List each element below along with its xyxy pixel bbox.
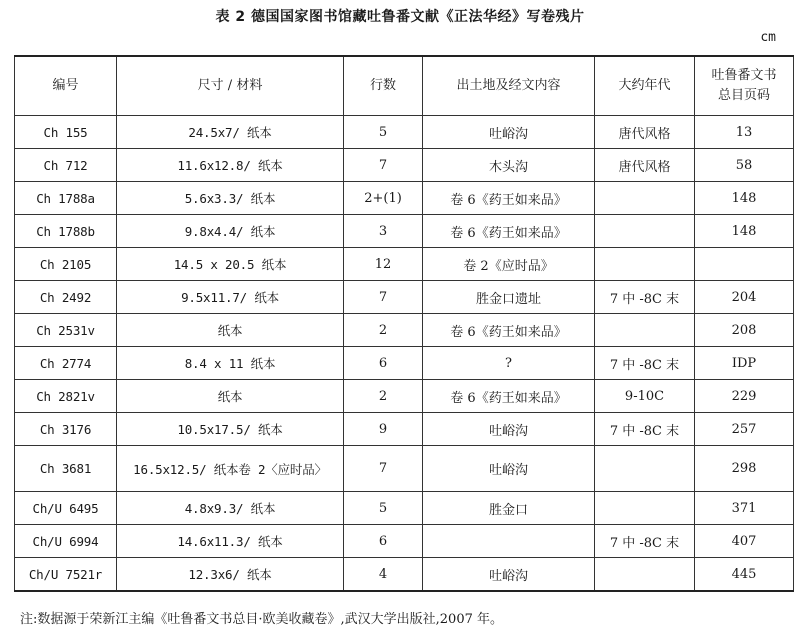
cell-page: IDP xyxy=(695,347,794,380)
cell-content: 胜金口 xyxy=(423,492,595,525)
cell-era: 7 中 -8C 末 xyxy=(595,413,695,446)
header-page-line2: 总目页码 xyxy=(717,88,770,103)
cell-content: ? xyxy=(423,347,595,380)
cell-id: Ch 3681 xyxy=(15,446,117,492)
cell-page: 208 xyxy=(695,314,794,347)
cell-era xyxy=(595,215,695,248)
cell-page: 13 xyxy=(695,116,794,149)
cell-content: 吐峪沟 xyxy=(423,558,595,592)
cell-id: Ch 2774 xyxy=(15,347,117,380)
cell-content: 吐峪沟 xyxy=(423,446,595,492)
cell-id: Ch 2821v xyxy=(15,380,117,413)
cell-size: 16.5x12.5/ 纸本卷 2〈应时品〉 xyxy=(117,446,344,492)
table-row xyxy=(15,380,794,413)
header-id: 编号 xyxy=(15,56,117,116)
table-row xyxy=(15,347,794,380)
unit-label: cm xyxy=(760,30,776,45)
cell-size: 10.5x17.5/ 纸本 xyxy=(117,413,344,446)
table-row xyxy=(15,248,794,281)
cell-id: Ch 3176 xyxy=(15,413,117,446)
cell-era xyxy=(595,492,695,525)
cell-content: 卷 6《药王如来品》 xyxy=(423,182,595,215)
cell-size: 5.6x3.3/ 纸本 xyxy=(117,182,344,215)
header-page-line1: 吐鲁番文书 xyxy=(711,68,777,83)
cell-size: 8.4 x 11 纸本 xyxy=(117,347,344,380)
table-row xyxy=(15,525,794,558)
cell-era: 7 中 -8C 末 xyxy=(595,347,695,380)
cell-content: 卷 2《应时品》 xyxy=(423,248,595,281)
cell-lines: 6 xyxy=(344,347,423,380)
cell-size: 纸本 xyxy=(117,314,344,347)
cell-content: 吐峪沟 xyxy=(423,116,595,149)
cell-id: Ch/U 6994 xyxy=(15,525,117,558)
cell-era xyxy=(595,248,695,281)
cell-size: 24.5x7/ 纸本 xyxy=(117,116,344,149)
cell-size: 9.8x4.4/ 纸本 xyxy=(117,215,344,248)
cell-era xyxy=(595,314,695,347)
cell-page xyxy=(695,248,794,281)
cell-page: 445 xyxy=(695,558,794,592)
table-title: 表 2 德国国家图书馆藏吐鲁番文献《正法华经》写卷残片 xyxy=(215,9,585,25)
cell-page: 148 xyxy=(695,215,794,248)
table-row xyxy=(15,281,794,314)
cell-id: Ch 712 xyxy=(15,149,117,182)
table-row xyxy=(15,314,794,347)
cell-page: 257 xyxy=(695,413,794,446)
table-row xyxy=(15,446,794,492)
fragments-table xyxy=(14,55,794,592)
cell-era: 7 中 -8C 末 xyxy=(595,525,695,558)
cell-lines: 7 xyxy=(344,149,423,182)
header-lines: 行数 xyxy=(344,56,423,116)
header-size: 尺寸 / 材料 xyxy=(117,56,344,116)
cell-content: 吐峪沟 xyxy=(423,413,595,446)
cell-content: 木头沟 xyxy=(423,149,595,182)
cell-era: 9-10C xyxy=(595,380,695,413)
cell-size: 11.6x12.8/ 纸本 xyxy=(117,149,344,182)
footnote: 注:数据源于荣新江主编《吐鲁番文书总目·欧美收藏卷》,武汉大学出版社,2007 年。 xyxy=(20,612,503,627)
cell-era: 7 中 -8C 末 xyxy=(595,281,695,314)
table-row xyxy=(15,215,794,248)
cell-era: 唐代风格 xyxy=(595,149,695,182)
cell-content: 卷 6《药王如来品》 xyxy=(423,380,595,413)
cell-size: 9.5x11.7/ 纸本 xyxy=(117,281,344,314)
cell-content: 卷 6《药王如来品》 xyxy=(423,314,595,347)
cell-page: 204 xyxy=(695,281,794,314)
table-row xyxy=(15,116,794,149)
table-row xyxy=(15,558,794,592)
cell-id: Ch 1788a xyxy=(15,182,117,215)
cell-size: 4.8x9.3/ 纸本 xyxy=(117,492,344,525)
cell-lines: 2 xyxy=(344,380,423,413)
cell-lines: 6 xyxy=(344,525,423,558)
cell-page: 58 xyxy=(695,149,794,182)
cell-size: 12.3x6/ 纸本 xyxy=(117,558,344,592)
cell-era xyxy=(595,446,695,492)
table-row xyxy=(15,149,794,182)
cell-content: 胜金口遗址 xyxy=(423,281,595,314)
cell-page: 298 xyxy=(695,446,794,492)
cell-id: Ch/U 7521r xyxy=(15,558,117,592)
cell-page: 229 xyxy=(695,380,794,413)
cell-lines: 7 xyxy=(344,446,423,492)
cell-page: 371 xyxy=(695,492,794,525)
cell-id: Ch 2531v xyxy=(15,314,117,347)
cell-era xyxy=(595,182,695,215)
header-page xyxy=(695,56,794,116)
cell-lines: 9 xyxy=(344,413,423,446)
cell-content xyxy=(423,525,595,558)
table-row xyxy=(15,492,794,525)
header-era: 大约年代 xyxy=(595,56,695,116)
cell-id: Ch 155 xyxy=(15,116,117,149)
table-row xyxy=(15,182,794,215)
header-row xyxy=(15,56,794,116)
cell-id: Ch 2492 xyxy=(15,281,117,314)
cell-lines: 2+(1) xyxy=(344,182,423,215)
header-content: 出土地及经文内容 xyxy=(423,56,595,116)
cell-lines: 3 xyxy=(344,215,423,248)
cell-size: 纸本 xyxy=(117,380,344,413)
table-row xyxy=(15,413,794,446)
cell-size: 14.5 x 20.5 纸本 xyxy=(117,248,344,281)
cell-size: 14.6x11.3/ 纸本 xyxy=(117,525,344,558)
cell-page: 407 xyxy=(695,525,794,558)
cell-era: 唐代风格 xyxy=(595,116,695,149)
cell-lines: 5 xyxy=(344,492,423,525)
cell-id: Ch 1788b xyxy=(15,215,117,248)
cell-lines: 2 xyxy=(344,314,423,347)
cell-page: 148 xyxy=(695,182,794,215)
cell-lines: 5 xyxy=(344,116,423,149)
cell-era xyxy=(595,558,695,592)
cell-id: Ch/U 6495 xyxy=(15,492,117,525)
cell-lines: 7 xyxy=(344,281,423,314)
cell-content: 卷 6《药王如来品》 xyxy=(423,215,595,248)
cell-id: Ch 2105 xyxy=(15,248,117,281)
cell-lines: 12 xyxy=(344,248,423,281)
cell-lines: 4 xyxy=(344,558,423,592)
